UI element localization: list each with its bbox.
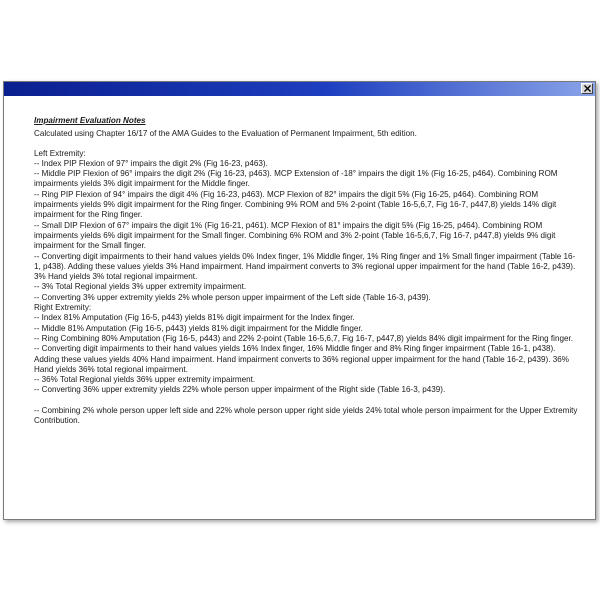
section-spacer bbox=[34, 396, 579, 406]
summary-line: -- Combining 2% whole person upper left side and 22% whole person upper right side yields 24% total whole person impairment for the Upper Extremity Contribution. bbox=[34, 405, 578, 426]
left-note-line: -- Index PIP Flexion of 97° impairs the digit 2% (Fig 16-23, p463). bbox=[34, 158, 268, 168]
left-note-line: -- Converting 3% upper extremity yields 2% whole person upper impairment of the Left side (Table 16-3, p439). bbox=[34, 292, 431, 302]
right-extremity-label: Right Extremity: bbox=[34, 303, 92, 313]
notes-window bbox=[3, 81, 596, 520]
right-note-line: -- Ring Combining 80% Amputation (Fig 16-5, p443) and 22% 2-point (Table 16-5,6,7, Fig 16-7, p447,8) yields 84% digit impairment for the Ring finger. bbox=[34, 333, 573, 343]
close-button[interactable] bbox=[581, 83, 593, 94]
left-extremity-label: Left Extremity: bbox=[34, 148, 86, 158]
left-note-line: -- Converting digit impairments to their hand values yields 0% Index finger, 1% Middle finger, 1% Ring finger and 1% Small finger impairment (Table 16-1, p438). Adding these values yields 3% Hand impairment. Hand impairment converts to 3% regional upper impairment for the hand (Table 16-2, p439). 3% Hand yields 3% total regional impairment. bbox=[34, 251, 576, 282]
notes-content bbox=[34, 116, 579, 426]
right-note-line: -- 36% Total Regional yields 36% upper extremity impairment. bbox=[34, 375, 256, 385]
notes-heading: Impairment Evaluation Notes bbox=[34, 116, 146, 125]
right-note-line: -- Index 81% Amputation (Fig 16-5, p443) yields 81% digit impairment for the Index finger. bbox=[34, 313, 355, 323]
notes-intro: Calculated using Chapter 16/17 of the AMA Guides to the Evaluation of Permanent Impairment, 5th edition. bbox=[34, 129, 417, 139]
left-note-line: -- Small DIP Flexion of 67° impairs the digit 1% (Fig 16-21, p461). MCP Flexion of 81° impairs the digit 5% (Fig 16-25, p464). Combining ROM impairments yields 6% digit impairment for the Small finger. Combining 6% ROM and 3% 2-point (Table 16-5,6,7, Fig 16-7, p447,8) yields 9% digit impairment for the Small finger. bbox=[34, 220, 556, 251]
left-note-line: -- Ring PIP Flexion of 94° impairs the digit 4% (Fig 16-23, p463). MCP Flexion of 82° impairs the digit 5% (Fig 16-25, p464). Combining ROM impairments yields 9% digit impairment for the Ring finger. Combining 9% ROM and 5% 2-point (Table 16-5,6,7, Fig 16-7, p447,8) yields 14% digit impairment for the Ring finger. bbox=[34, 189, 557, 220]
right-note-line: -- Middle 81% Amputation (Fig 16-5, p443) yields 81% digit impairment for the Middle finger. bbox=[34, 323, 363, 333]
left-note-line: -- Middle PIP Flexion of 96° impairs the digit 2% (Fig 16-23, p463). MCP Extension of -18° impairs the digit 1% (Fig 16-25, p464). Combining ROM impairments yields 3% digit impairment for the Middle finger. bbox=[34, 169, 558, 189]
right-note-line: -- Converting digit impairments to their hand values yields 16% Index finger, 16% Middle finger and 8% Ring finger impairment (Table 16-1, p438). Adding these values yields 40% Hand impairment. Hand impairment converts to 36% regional upper impairment for the hand (Table 16-2, p439). 36% Hand yields 36% total regional impairment. bbox=[34, 344, 569, 374]
left-note-line: -- 3% Total Regional yields 3% upper extremity impairment. bbox=[34, 282, 247, 292]
right-note-line: -- Converting 36% upper extremity yields 22% whole person upper impairment of the Right side (Table 16-3, p439). bbox=[34, 385, 446, 395]
close-icon bbox=[584, 85, 591, 92]
window-title-bar[interactable] bbox=[4, 82, 595, 96]
